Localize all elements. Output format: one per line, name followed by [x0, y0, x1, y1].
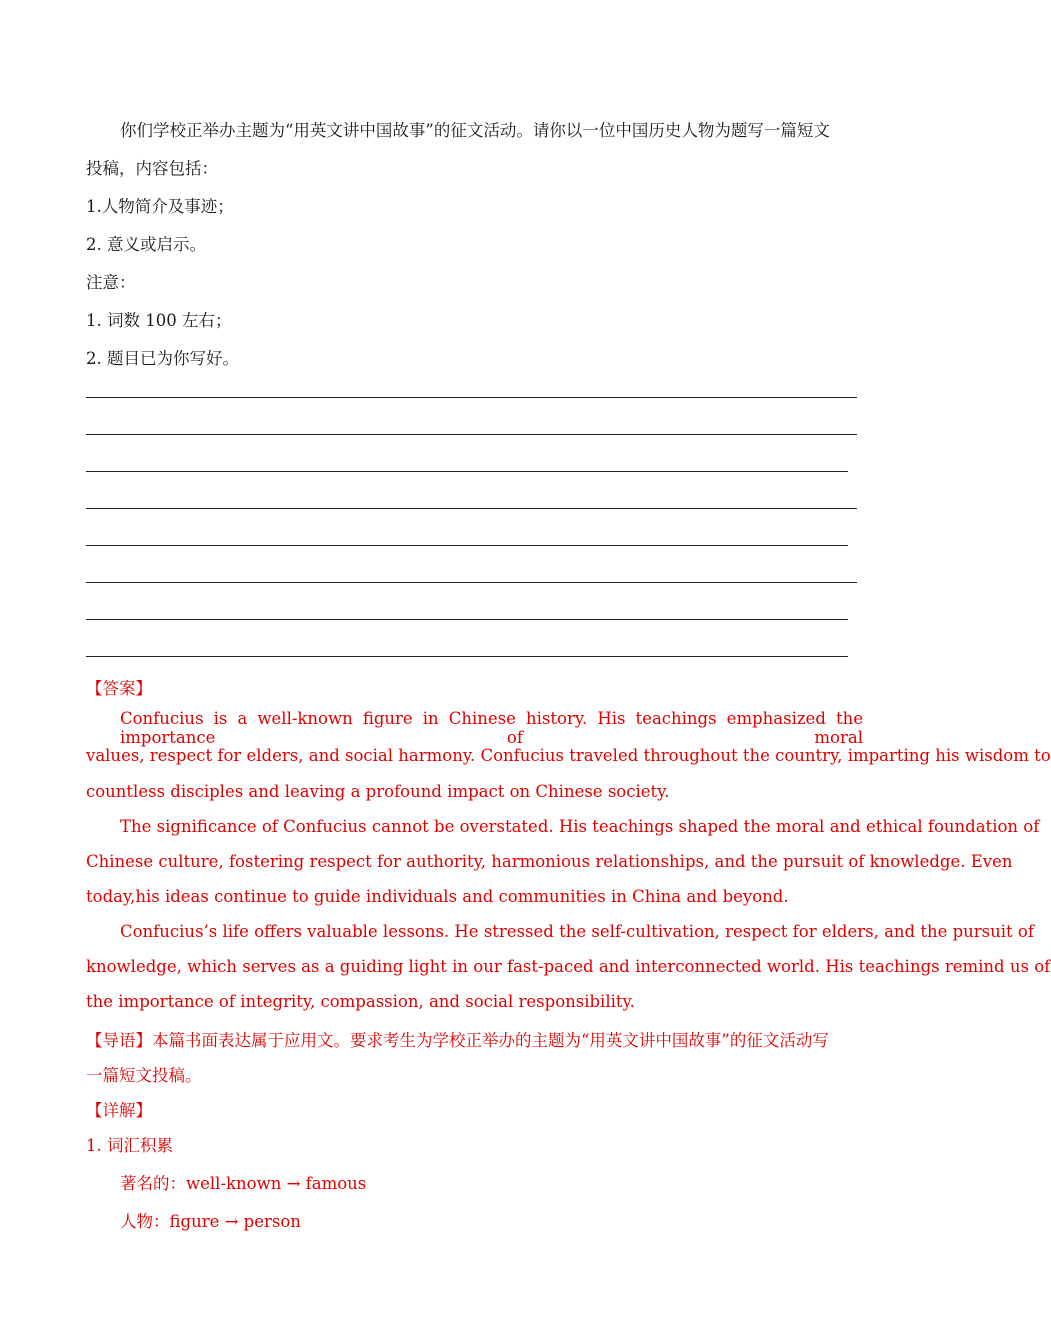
notes-label: 注意： — [86, 273, 136, 292]
prompt-item-2: 2. 意义或启示。 — [86, 235, 206, 254]
writing-line — [86, 471, 848, 472]
note-2: 2. 题目已为你写好。 — [86, 349, 239, 368]
answer-p1-line-3: countless disciples and leaving a profound impact on Chinese society. — [86, 782, 670, 801]
answer-label: 【答案】 — [86, 679, 152, 698]
answer-p3-line-1: Confucius’s life offers valuable lessons. He stressed the self-cultivation, respect for elders, and the pursuit of — [120, 922, 1034, 941]
prompt-item-1: 1.人物简介及事迹； — [86, 197, 234, 216]
guide-line-2: 一篇短文投稿。 — [86, 1066, 202, 1085]
writing-line — [86, 656, 848, 657]
vocab-item-2: 人物：figure → person — [120, 1212, 301, 1231]
answer-p2-line-1: The significance of Confucius cannot be overstated. His teachings shaped the moral and ethical foundation of — [120, 817, 1040, 836]
answer-p3-line-2: knowledge, which serves as a guiding light in our fast-paced and interconnected world. His teachings remind us of — [86, 957, 1051, 976]
prompt-line-1: 你们学校正举办主题为“用英文讲中国故事”的征文活动。请你以一位中国历史人物为题写一篇短文 — [120, 121, 830, 140]
prompt-line-2: 投稿，内容包括： — [86, 159, 218, 178]
writing-line — [86, 434, 857, 435]
answer-p2-line-2: Chinese culture, fostering respect for authority, harmonious relationships, and the pursuit of knowledge. Even — [86, 852, 1013, 871]
answer-p2-line-3: today,his ideas continue to guide individuals and communities in China and beyond. — [86, 887, 789, 906]
writing-line — [86, 619, 848, 620]
vocab-item-1: 著名的：well-known → famous — [120, 1174, 367, 1193]
note-1: 1. 词数 100 左右； — [86, 311, 232, 330]
guide-line-1: 【导语】本篇书面表达属于应用文。要求考生为学校正举办的主题为“用英文讲中国故事”的征文活动写 — [86, 1031, 829, 1050]
writing-line — [86, 397, 857, 398]
detail-section-1: 1. 词汇积累 — [86, 1136, 173, 1155]
writing-line — [86, 508, 857, 509]
answer-p1-line-1: Confucius is a well-known figure in Chinese history. His teachings emphasized the importance of moral — [120, 709, 863, 747]
writing-line — [86, 545, 848, 546]
answer-p1-line-2: values, respect for elders, and social harmony. Confucius traveled throughout the country, imparting his wisdom to — [86, 746, 1051, 765]
answer-p3-line-3: the importance of integrity, compassion, and social responsibility. — [86, 992, 635, 1011]
writing-line — [86, 582, 857, 583]
detail-label: 【详解】 — [86, 1101, 152, 1120]
